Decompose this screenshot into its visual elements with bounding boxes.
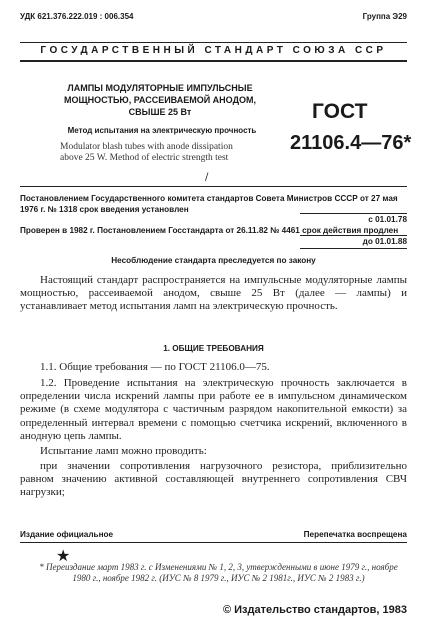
date2-under-rule — [300, 248, 407, 249]
date1-rule — [300, 213, 407, 214]
gost-label: ГОСТ — [312, 100, 368, 123]
effective-date: с 01.01.78 — [368, 215, 407, 224]
legal-warning: Несоблюдение стандарта преследуется по закону — [111, 256, 316, 265]
checked-text: Проверен в 1982 г. Постановлением Госстандарта от 26.11.82 № 4461 срок действия продлен — [20, 226, 399, 235]
english-title — [60, 142, 280, 164]
banner-rule — [20, 60, 407, 62]
document-title — [40, 82, 280, 118]
paragraph-test: Испытание ламп можно проводить: — [40, 445, 207, 457]
intro-paragraph: Настоящий стандарт распространяется на импульсные модуляторные лампы мощностью, рассеиваемой анодом, свыше 25 Вт (далее — лампы) и устанавливает метод испытания ламп на электрическую прочность. — [20, 274, 407, 313]
paragraph-1-2: 1.2. Проведение испытания на электрическую прочность заключается в определении числа искрений лампы при работе ее в импульсном динамическом режиме (в схеме модулятора с частичным разрядом накопительной емкости) за определенный интервал времени с помощью счетчика искрений, включенного в анодную цепь лампы. — [20, 377, 407, 442]
test-method-title: Метод испытания на электрическую прочность — [67, 126, 257, 135]
star-icon: ★ — [56, 546, 71, 565]
english-title-line-1: Modulator blash tubes with anode dissipation — [60, 142, 233, 152]
date2-rule — [300, 235, 407, 236]
udk-code: УДК 621.376.222.019 : 006.354 — [20, 12, 134, 21]
official-edition: Издание официальное — [20, 530, 114, 539]
title-line-2: МОЩНОСТЬЮ, РАССЕИВАЕМОЙ АНОДОМ, — [64, 95, 256, 105]
slash-mark: / — [205, 172, 209, 183]
paragraph-1-1: 1.1. Общие требования — по ГОСТ 21106.0—75. — [40, 361, 270, 373]
title-line-3: СВЫШЕ 25 Вт — [128, 107, 192, 117]
reprint-notice: Перепечатка воспрещена — [303, 530, 407, 539]
english-title-line-2: above 25 W. Method of electric strength test — [60, 153, 229, 163]
standard-banner: ГОСУДАРСТВЕННЫЙ СТАНДАРТ СОЮЗА ССР — [40, 45, 387, 56]
footer-rule — [20, 542, 407, 543]
paragraph-condition: при значении сопротивления нагрузочного резистора, приблизительно равном значению активной составляющей внутреннего сопротивления СВЧ нагрузки; — [20, 460, 407, 499]
mid-rule — [20, 186, 407, 187]
copyright: © Издательство стандартов, 1983 — [222, 604, 407, 616]
reissue-note: * Переиздание март 1983 г. с Изменениями № 1, 2, 3, утвержденными в июне 1979 г., ноябре 1980 г., ноябре 1982 г. (ИУС № 8 1979 г., ИУС № 2 1981г., ИУС № 2 1983 г.) — [39, 562, 398, 583]
section-title: 1. ОБЩИЕ ТРЕБОВАНИЯ — [163, 344, 264, 353]
extended-date: до 01.01.88 — [362, 237, 407, 246]
top-rule — [20, 42, 407, 43]
gost-number: 21106.4—76* — [290, 132, 412, 154]
decree-text: Постановлением Государственного комитета стандартов Совета Министров СССР от 27 мая 1976 г. № 1318 срок введения установлен — [20, 194, 398, 214]
title-line-1: ЛАМПЫ МОДУЛЯТОРНЫЕ ИМПУЛЬСНЫЕ — [67, 83, 253, 93]
group-code: Группа Э29 — [362, 12, 407, 21]
